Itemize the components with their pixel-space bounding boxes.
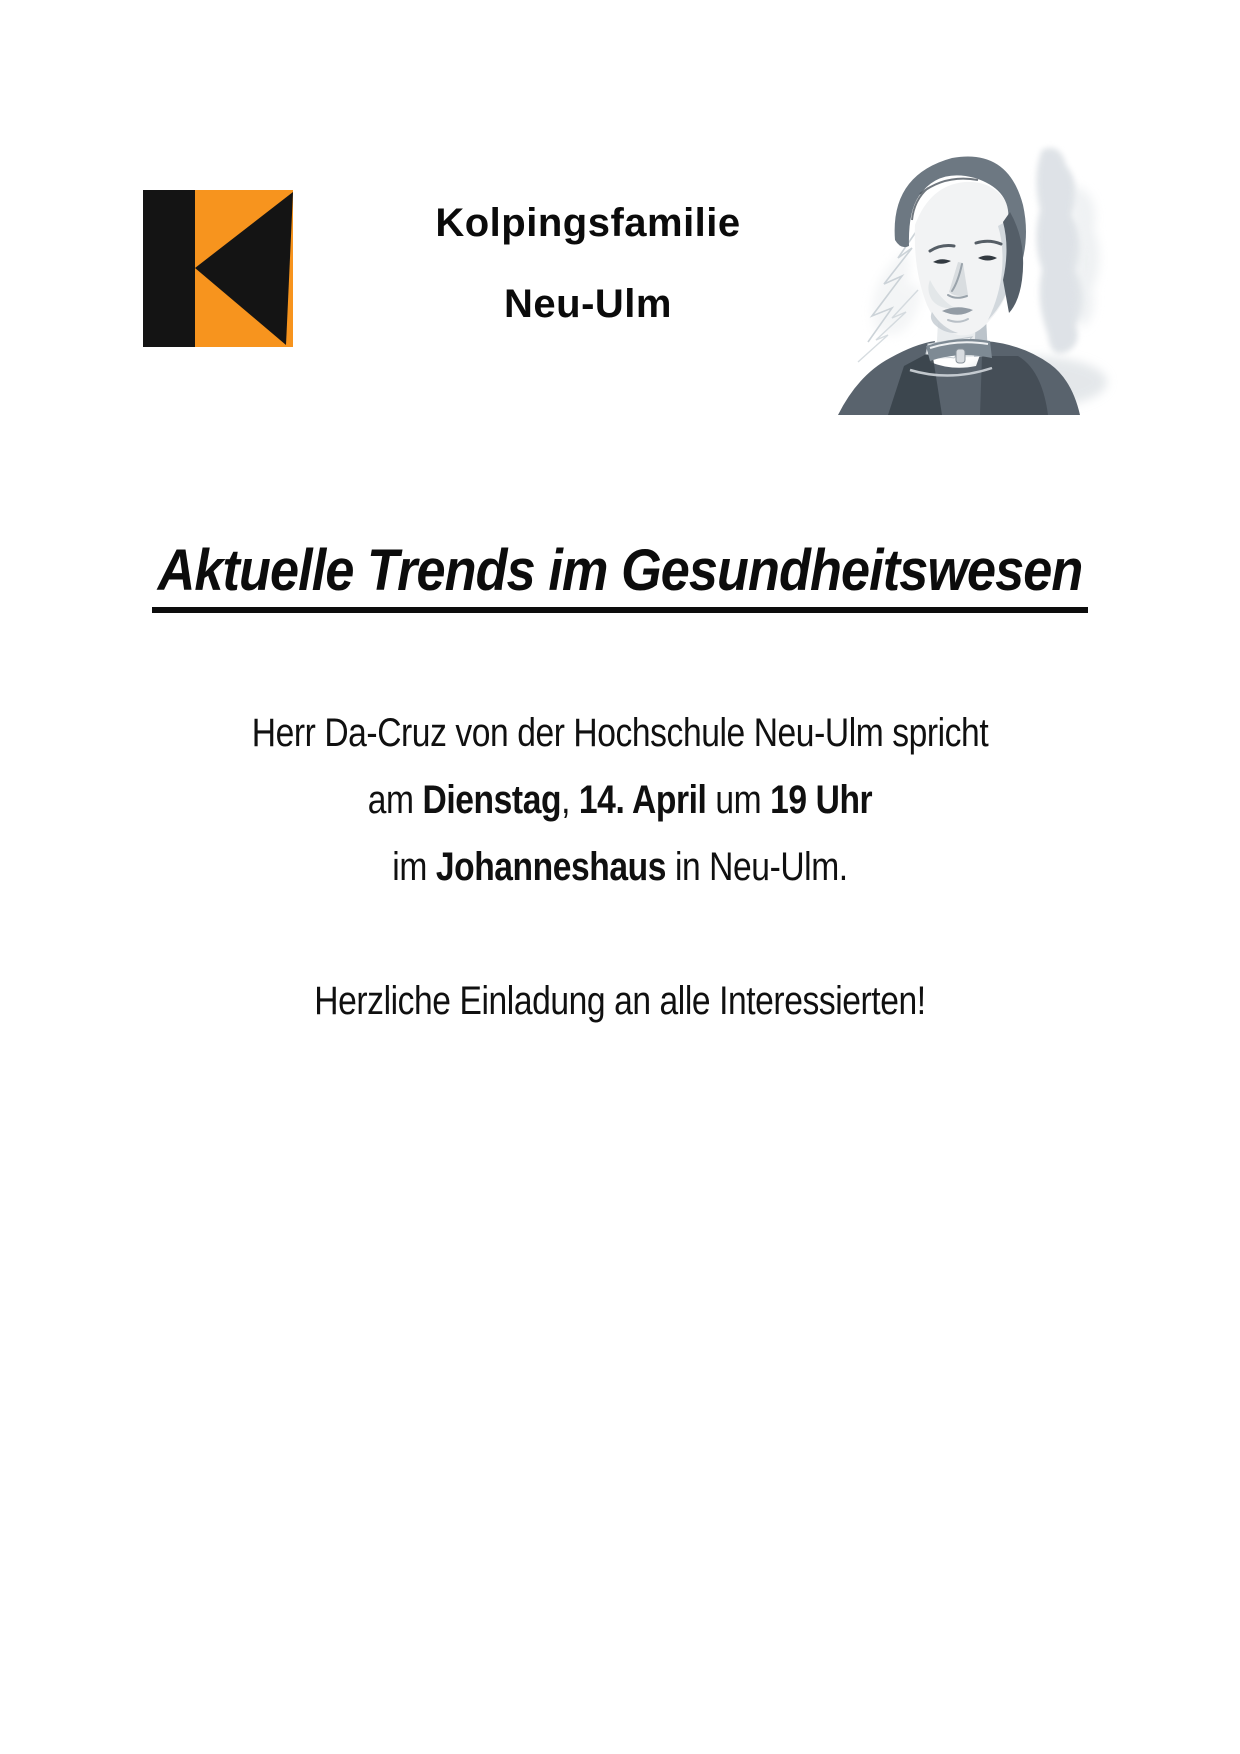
body-line-location: im Johanneshaus in Neu-Ulm. bbox=[392, 845, 848, 889]
collar-button bbox=[956, 349, 965, 363]
blank-line bbox=[99, 901, 1141, 968]
logo-black-bar bbox=[143, 190, 195, 347]
body-line-date: am Dienstag, 14. April um 19 Uhr bbox=[367, 778, 873, 822]
wash-left-soft bbox=[873, 252, 922, 335]
adolph-kolping-portrait-sketch bbox=[780, 130, 1120, 415]
body-line-speaker: Herr Da-Cruz von der Hochschule Neu-Ulm spricht bbox=[251, 711, 989, 755]
event-title-condense bbox=[62, 538, 1178, 613]
org-name-line1: Kolpingsfamilie bbox=[435, 201, 741, 245]
kolping-k-logo bbox=[143, 190, 293, 347]
body-text-condense bbox=[99, 700, 1141, 1035]
body-line-closing: Herzliche Einladung an alle Interessierten! bbox=[314, 979, 926, 1023]
body-text-block bbox=[0, 700, 1240, 1035]
org-name-line2: Neu-Ulm bbox=[504, 282, 672, 326]
event-title: Aktuelle Trends im Gesundheitswesen bbox=[152, 542, 1088, 613]
event-title-row bbox=[0, 538, 1240, 613]
wash-right-outer bbox=[1072, 185, 1099, 328]
